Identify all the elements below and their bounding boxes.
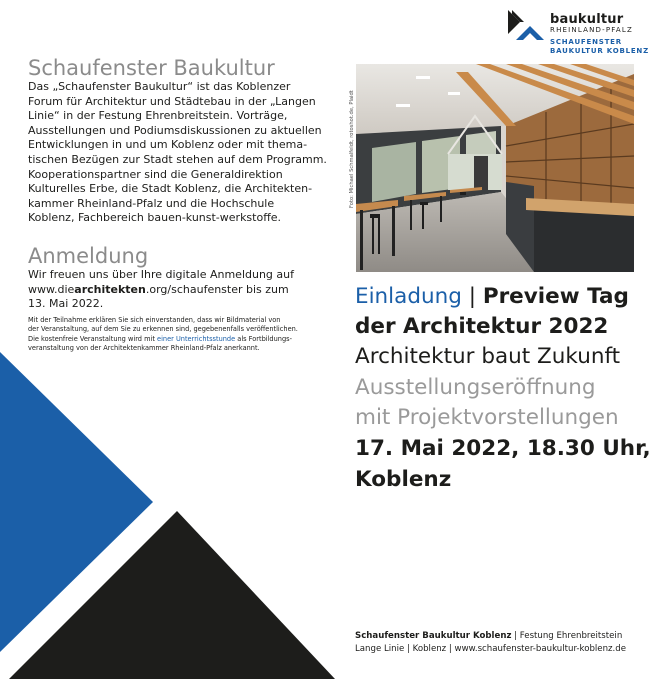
- headline-line4: Ausstellungseröffnung: [355, 375, 596, 400]
- logo-brand: baukultur: [550, 12, 624, 27]
- interior-photo: [356, 64, 634, 272]
- url-part: .org/schaufenster bis zum: [145, 282, 289, 296]
- small-part: Die kostenfreie Veranstaltung wird mit: [28, 334, 158, 343]
- body-line: kammer Rheinland-Pfalz und die Hochschule: [28, 196, 275, 210]
- small-line: Mit der Teilnahme erklären Sie sich einverstanden, dass wir Bildmaterial von: [28, 316, 281, 324]
- logo-line2: BAUKULTUR KOBLENZ: [550, 47, 649, 55]
- body-line: Kooperationspartner sind die Generaldirektion: [28, 167, 283, 181]
- headline-line2: der Architektur 2022: [355, 314, 609, 339]
- small-print: [28, 316, 333, 354]
- url-part-bold: architekten: [74, 282, 146, 296]
- body-line: tischen Bezügen zur Stadt stehen auf dem Programm.: [28, 152, 327, 166]
- body-line: Linie“ in der Festung Ehrenbreitstein. Vorträge,: [28, 109, 288, 123]
- event-location: Koblenz: [355, 467, 452, 492]
- section-title-anmeldung: Anmeldung: [28, 244, 149, 268]
- logo-sub: RHEINLAND-PFALZ: [550, 26, 633, 34]
- body-line: Das „Schaufenster Baukultur“ ist das Koblenzer: [28, 80, 291, 93]
- logo-line1: SCHAUFENSTER: [550, 38, 622, 46]
- headline-einladung: [355, 284, 655, 310]
- headline-line5: mit Projektvorstellungen: [355, 405, 619, 430]
- einladung-label: Einladung: [355, 284, 462, 309]
- body-line: Kulturelles Erbe, die Stadt Koblenz, die Architekten-: [28, 182, 313, 196]
- body-line: 13. Mai 2022.: [28, 297, 104, 311]
- small-line: veranstaltung von der Architektenkammer Rheinland-Pfalz anerkannt.: [28, 344, 260, 353]
- footer-line2[interactable]: Lange Linie | Koblenz | www.schaufenster-baukultur-koblenz.de: [355, 644, 627, 654]
- url-part: www.die: [28, 282, 75, 296]
- photo-credit-text: Foto: Michael Schmalfeldt, rotoshot.de, Plaidt: [349, 90, 355, 208]
- body-line: Entwicklungen in und um Koblenz oder mit thema-: [28, 138, 308, 152]
- footer-venue: | Festung Ehrenbreitstein: [511, 631, 623, 641]
- body-line: Koblenz, Fachbereich bauen-kunst-werkstoffe.: [28, 211, 282, 225]
- event-date: 17. Mai 2022, 18.30 Uhr,: [355, 436, 651, 461]
- logo: [506, 6, 656, 58]
- section-body-anmeldung: [28, 268, 338, 312]
- separator: |: [461, 284, 483, 309]
- baukultur-logo-icon: [506, 8, 546, 46]
- footer-line1: [355, 630, 655, 642]
- body-line: Forum für Architektur und Städtebau in der „Langen: [28, 94, 316, 108]
- registration-url[interactable]: [28, 283, 338, 298]
- unterrichtsstunde-link[interactable]: einer Unterrichtsstunde: [157, 334, 236, 343]
- small-line: [28, 335, 333, 344]
- footer-org: Schaufenster Baukultur Koblenz: [355, 631, 512, 641]
- small-part: als Fortbildungs-: [235, 334, 292, 343]
- preview-label: Preview Tag: [482, 284, 629, 309]
- section-body-schaufenster: [28, 80, 338, 226]
- headline-line3: Architektur baut Zukunft: [355, 344, 621, 369]
- section-title-schaufenster: Schaufenster Baukultur: [28, 56, 275, 80]
- body-line: Ausstellungen und Podiumsdiskussionen zu aktuellen: [28, 123, 322, 137]
- photo-credit: [341, 68, 355, 268]
- body-line: Wir freuen uns über Ihre digitale Anmeldung auf: [28, 268, 294, 281]
- small-line: der Veranstaltung, auf dem Sie zu erkennen sind, gegebenenfalls veröffentlichen.: [28, 325, 298, 334]
